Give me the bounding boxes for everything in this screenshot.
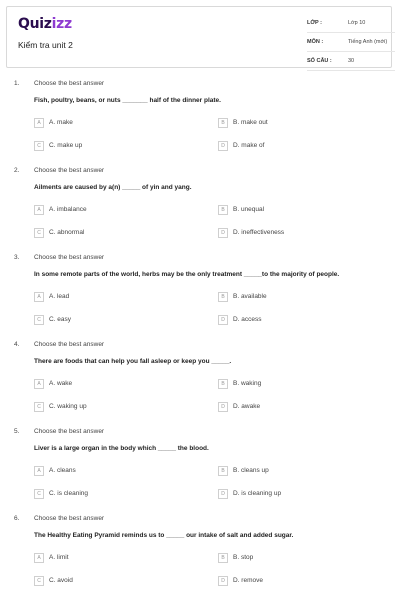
option-letter-badge: C xyxy=(34,489,44,499)
question-number: 5. xyxy=(14,428,20,435)
question-text: Fish, poultry, beans, or nuts _______ half of the dinner plate. xyxy=(34,97,221,104)
quiz-meta xyxy=(307,17,395,74)
option-letter-badge: B xyxy=(218,379,228,389)
question-5 xyxy=(0,428,400,508)
worksheet-header xyxy=(6,6,392,68)
option-letter-badge: A xyxy=(34,379,44,389)
question-1 xyxy=(0,80,400,160)
meta-row-class xyxy=(307,17,395,33)
option-text: C. easy xyxy=(49,316,72,323)
option-text: A. limit xyxy=(49,554,69,561)
question-2 xyxy=(0,167,400,247)
option-letter-badge: D xyxy=(218,489,228,499)
option-letter-badge: D xyxy=(218,576,228,586)
option-text: A. wake xyxy=(49,380,73,387)
quiz-title: Kiểm tra unit 2 xyxy=(18,40,73,50)
meta-key: LỚP : xyxy=(307,20,322,26)
option-letter-badge: A xyxy=(34,466,44,476)
meta-value: 30 xyxy=(348,58,355,64)
question-3 xyxy=(0,254,400,334)
option-letter-badge: C xyxy=(34,315,44,325)
option-text: C. avoid xyxy=(49,577,73,584)
option-text: B. cleans up xyxy=(233,467,269,474)
option-letter-badge: B xyxy=(218,466,228,476)
option-letter-badge: B xyxy=(218,292,228,302)
option-letter-badge: A xyxy=(34,292,44,302)
question-text: Liver is a large organ in the body which _____ the blood. xyxy=(34,445,209,452)
option-letter-badge: A xyxy=(34,553,44,563)
option-letter-badge: C xyxy=(34,141,44,151)
option-letter-badge: B xyxy=(218,118,228,128)
question-number: 1. xyxy=(14,80,20,87)
option-text: B. available xyxy=(233,293,267,300)
option-text: B. make out xyxy=(233,119,268,126)
question-instruction: Choose the best answer xyxy=(34,254,105,261)
option-text: D. make of xyxy=(233,142,265,149)
option-letter-badge: D xyxy=(218,141,228,151)
meta-value: Tiếng Anh (mới) xyxy=(348,39,388,45)
option-text: D. is cleaning up xyxy=(233,490,282,497)
option-text: A. imbalance xyxy=(49,206,87,213)
option-letter-badge: C xyxy=(34,576,44,586)
option-text: B. waking xyxy=(233,380,262,387)
option-text: C. make up xyxy=(49,142,83,149)
option-text: D. remove xyxy=(233,577,263,584)
meta-value: Lớp 10 xyxy=(348,20,366,26)
option-letter-badge: A xyxy=(34,205,44,215)
option-letter-badge: D xyxy=(218,228,228,238)
question-number: 2. xyxy=(14,167,20,174)
option-letter-badge: C xyxy=(34,228,44,238)
question-text: The Healthy Eating Pyramid reminds us to _____ our intake of salt and added sugar. xyxy=(34,532,294,539)
option-text: A. lead xyxy=(49,293,70,300)
option-text: D. access xyxy=(233,316,262,323)
option-text: A. cleans xyxy=(49,467,76,474)
option-text: B. stop xyxy=(233,554,254,561)
question-instruction: Choose the best answer xyxy=(34,167,105,174)
option-letter-badge: C xyxy=(34,402,44,412)
question-instruction: Choose the best answer xyxy=(34,428,105,435)
question-instruction: Choose the best answer xyxy=(34,515,105,522)
meta-key: MÔN : xyxy=(307,39,324,45)
option-text: B. unequal xyxy=(233,206,265,213)
option-text: D. awake xyxy=(233,403,261,410)
question-number: 6. xyxy=(14,515,20,522)
option-letter-badge: D xyxy=(218,402,228,412)
option-text: C. abnormal xyxy=(49,229,85,236)
question-text: Ailments are caused by a(n) _____ of yin and yang. xyxy=(34,184,192,191)
question-text: In some remote parts of the world, herbs may be the only treatment _____to the majority of people. xyxy=(34,271,340,278)
option-letter-badge: D xyxy=(218,315,228,325)
question-number: 3. xyxy=(14,254,20,261)
option-letter-badge: B xyxy=(218,553,228,563)
meta-key: SỐ CÂU : xyxy=(307,58,332,64)
option-text: C. is cleaning xyxy=(49,490,89,497)
option-text: C. waking up xyxy=(49,403,87,410)
question-text: There are foods that can help you fall asleep or keep you _____. xyxy=(34,358,232,365)
meta-row-count xyxy=(307,55,395,71)
meta-row-subject xyxy=(307,36,395,52)
question-4 xyxy=(0,341,400,421)
option-text: A. make xyxy=(49,119,73,126)
question-6 xyxy=(0,515,400,595)
option-text: D. ineffectiveness xyxy=(233,229,285,236)
question-number: 4. xyxy=(14,341,20,348)
question-instruction: Choose the best answer xyxy=(34,80,105,87)
quizizz-logo: Quizizz xyxy=(18,16,72,32)
option-letter-badge: A xyxy=(34,118,44,128)
option-letter-badge: B xyxy=(218,205,228,215)
question-instruction: Choose the best answer xyxy=(34,341,105,348)
